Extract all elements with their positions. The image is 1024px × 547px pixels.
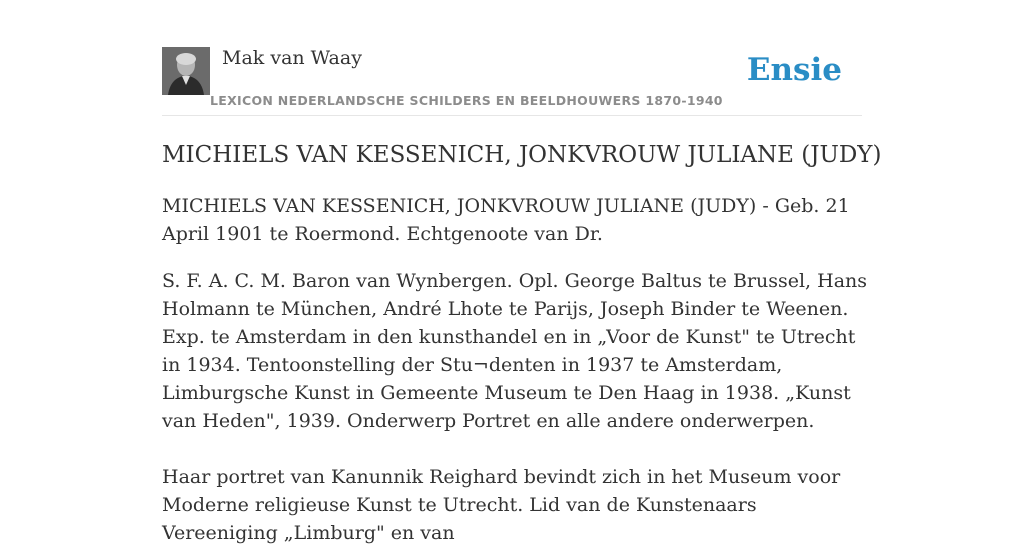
article-paragraph: MICHIELS VAN KESSENICH, JONKVROUW JULIANE (JUDY) - Geb. 21 April 1901 te Roermond. Echtgenoote van Dr. bbox=[162, 195, 850, 245]
ensie-logo[interactable]: Ensie bbox=[746, 52, 842, 88]
header bbox=[162, 0, 862, 116]
article-paragraph: Haar portret van Kanunnik Reighard bevindt zich in het Museum voor Moderne religieuse Kunst te Utrecht. Lid van de Kunstenaars Vereeniging „Limburg" en van bbox=[162, 466, 841, 544]
article-paragraph: S. F. A. C. M. Baron van Wynbergen. Opl. George Baltus te Brussel, Hans Holmann te München, André Lhote te Parijs, Joseph Binder te Weenen. Exp. te Amsterdam in den kunsthandel en in „Voor de Kunst" te Utrecht in 1934. Tentoonstelling der Stu¬denten in 1937 te Amsterdam, Limburgsche Kunst in Gemeente Museum te Den Haag in 1938. „Kunst van Heden", 1939. Onderwerp Portret en alle andere onderwerpen. bbox=[162, 270, 868, 432]
article-title: MICHIELS VAN KESSENICH, JONKVROUW JULIANE (JUDY) bbox=[162, 142, 882, 168]
collection-name[interactable]: LEXICON NEDERLANDSCHE SCHILDERS EN BEELDHOUWERS 1870-1940 bbox=[210, 93, 723, 108]
author-name[interactable]: Mak van Waay bbox=[222, 47, 362, 69]
page bbox=[162, 0, 882, 544]
avatar[interactable] bbox=[162, 47, 210, 95]
portrait-icon bbox=[162, 47, 210, 95]
